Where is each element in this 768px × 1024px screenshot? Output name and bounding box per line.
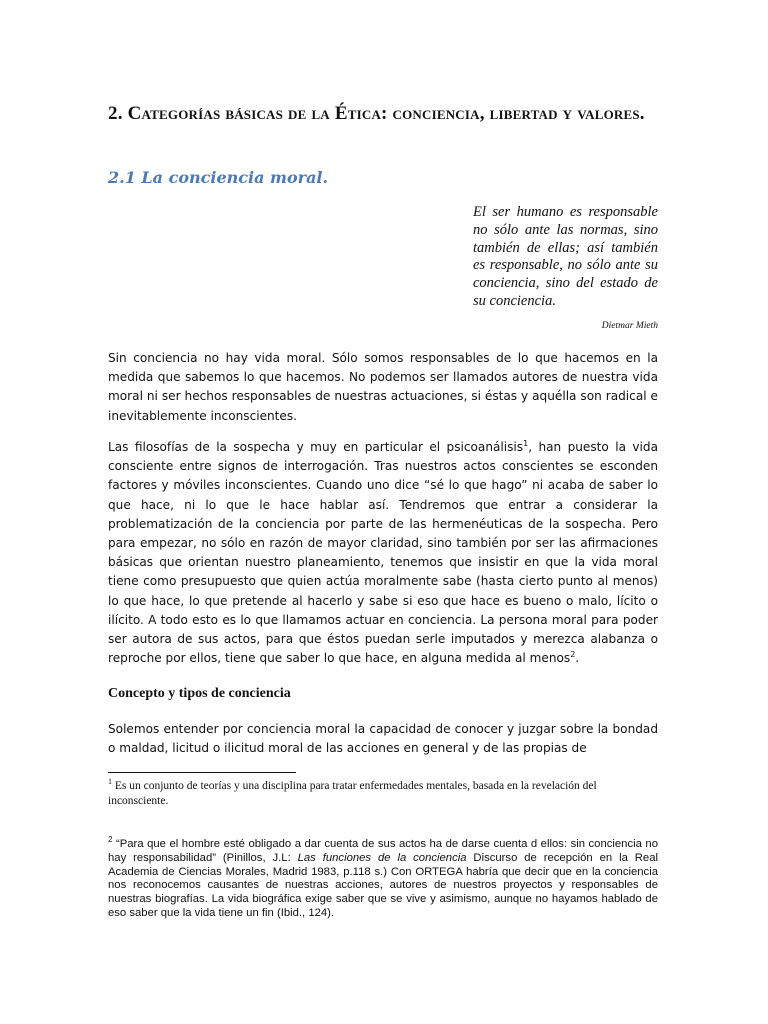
footnote-1-mark: 1 xyxy=(108,777,112,787)
chapter-heading: 2. Categorías básicas de la Ética: conciencia, libertad y valores. xyxy=(108,103,645,124)
footnote-2-text-b: Discurso de recepción en la Real Academia de Ciencias Morales, Madrid 1983, p.118 s.) Con ORTEGA habría que decir que en la conciencia nos reconocemos causantes de nuestras acciones, autores de nuestros proyectos y responsables de nuestras biografías. La vida biográfica exige saber que se vive y asimismo, aunque no hayamos hablado de eso saber que la vida tiene un fin (Ibid., 124). xyxy=(108,851,658,919)
footnote-1 xyxy=(108,779,658,809)
footnote-2-text-a: “Para que el hombre esté obligado a dar cuenta de sus actos ha de darse cuenta d ellos: sin conciencia no hay responsabilidad” (Pinillos, J.L: xyxy=(108,838,658,864)
paragraph-2 xyxy=(108,438,658,668)
paragraph-2-text-b: , han puesto la vida consciente entre signos de interrogación. Tras nuestros actos conscientes se esconden factores y móviles inconscientes. Cuando uno dice “sé lo que hago” ni acaba de saber lo que hace, ni lo que le hace hablar así. Tendremos que entrar a considerar la problematización de la conciencia por parte de las hermenéuticas de la sospecha. Pero para empezar, no sólo en razón de mayor claridad, sino también por ser las afirmaciones básicas que orientan nuestro planeamiento, tenemos que insistir en que la vida moral tiene como presupuesto que quien actúa moralmente sabe (hasta cierto punto al menos) lo que hace, lo que pretende al hacerlo y sabe si eso que hace es bueno o malo, lícito o ilícito. A todo esto es lo que llamamos actuar en conciencia. La persona moral para poder ser autora de sus actos, para que éstos puedan serle imputados y merezca alabanza o reproche por ellos, tiene que saber lo que hace, en alguna medida al menos xyxy=(108,440,658,666)
subsection-title: Concepto y tipos de conciencia xyxy=(108,686,291,701)
paragraph-3: Solemos entender por conciencia moral la capacidad de conocer y juzgar sobre la bondad o maldad, licitud o ilicitud moral de las acciones en general y de las propias de xyxy=(108,722,658,756)
footnote-2-mark: 2 xyxy=(108,835,113,845)
paragraph-2-text-a: Las filosofías de la sospecha y muy en particular el psicoanálisis xyxy=(108,440,524,454)
footnote-ref-2[interactable]: 2 xyxy=(570,650,576,660)
epigraph-author: Dietmar Mieth xyxy=(601,321,658,331)
footnote-2-book-title: Las funciones de la conciencia xyxy=(297,851,467,864)
paragraph-2-text-c: . xyxy=(575,651,580,666)
footnote-1-text: Es un conjunto de teorías y una disciplina para tratar enfermedades mentales, basada en la revelación del inconsciente. xyxy=(108,780,597,807)
section-heading: 2.1 La conciencia moral. xyxy=(108,168,329,187)
paragraph-1: Sin conciencia no hay vida moral. Sólo somos responsables de lo que hacemos en la medida que sabemos lo que hacemos. No podemos ser llamados autores de nuestra vida moral ni ser hechos responsables de nuestras actuaciones, si éstas y aquélla son radical e inevitablemente inconscientes. xyxy=(108,351,658,423)
footnote-2 xyxy=(108,835,658,921)
footnote-ref-1[interactable]: 1 xyxy=(523,438,529,448)
epigraph-quote: El ser humano es responsable no sólo ante las normas, sino también de ellas; así también es responsable, no sólo ante su conciencia, sino del estado de su conciencia. xyxy=(473,204,658,309)
footnote-divider xyxy=(108,772,296,773)
